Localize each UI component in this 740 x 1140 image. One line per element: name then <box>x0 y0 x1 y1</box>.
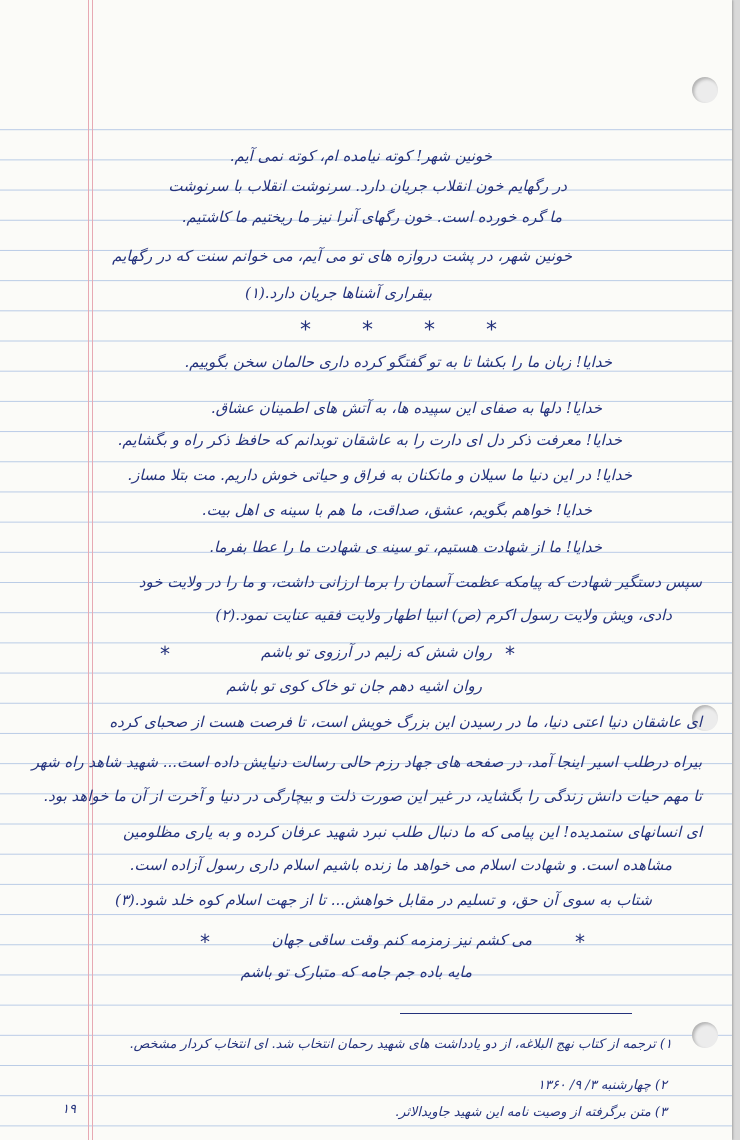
poem1-line-5: بیقراری آشناها جریان دارد.(۱) <box>245 284 432 302</box>
left-margin-rule <box>88 0 89 1140</box>
prayer-line-7: سپس دستگیر شهادت که پیامکه عظمت آسمان را برما ارزانی داشت، و ما را در ولایت خود <box>138 573 702 591</box>
couplet2-line-1: می کشم نیز زمزمه کنم وقت ساقی جهان <box>271 931 532 949</box>
prayer-line-3: خدایا! معرفت ذکر دل ای دارت را به عاشقان توبدانم که حافظ ذکر راه و بگشایم. <box>117 431 622 449</box>
prayer-line-8: دادی، ویش ولایت رسول اکرم (ص) انبیا اطهار ولایت فقیه عنایت نمود.(۲) <box>215 606 672 624</box>
couplet2-star-left: * <box>575 930 585 954</box>
prayer-line-5: خدایا! خواهم بگویم، عشق، صداقت، ما هم با سینه ی اهل بیت. <box>201 501 592 519</box>
poem1-line-2: در رگهایم خون انقلاب جریان دارد. سرنوشت انقلاب با سرنوشت <box>168 177 567 195</box>
poem1-line-3: ما گره خورده است. خون رگهای آنرا نیز ما ریختیم ما کاشتیم. <box>181 208 562 226</box>
page-header-blank <box>0 0 732 118</box>
couplet1-star-left: * <box>505 642 515 666</box>
binder-hole-bottom <box>692 1022 718 1048</box>
star-separator: * * * * <box>300 318 519 343</box>
left-margin-rule-2 <box>92 0 93 1140</box>
binder-hole-top <box>692 77 718 103</box>
couplet1-star-right: * <box>160 642 170 666</box>
paragraph-line-6: شتاب به سوی آن حق، و تسلیم در مقابل خواهش... تا از جهت اسلام کوه خلد شود.(۳) <box>114 891 652 909</box>
paragraph-line-2: بیراه درطلب اسیر اینجا آمد، در صفحه های جهاد رزم حالی رسالت دنیایش داده است... شهید شاهد راه شهر <box>31 753 702 771</box>
couplet2-line-2: مایه باده جم جامه که متبارک تو باشم <box>240 963 472 981</box>
paragraph-line-4: ای انسانهای ستمدیده! این پیامی که ما دنبال طلب نبرد شهید عرفان کرده و به یاری مظلومین <box>122 823 702 841</box>
couplet1-line-1: روان شش که زلیم در آرزوی تو باشم <box>260 643 492 661</box>
paragraph-line-1: ای عاشقان دنیا اعتی دنیا، ما در رسیدن این بزرگ خویش است، تا فرصت هست از صحبای کرده <box>109 713 702 731</box>
couplet2-star-right: * <box>200 930 210 954</box>
paragraph-line-3: تا مهم حیات دانش زندگی را بگشاید، در غیر این صورت ذلت و بیچارگی در دنیا و آخرت از آن ما خواهد بود. <box>43 787 702 805</box>
page-number: ۱۹ <box>62 1102 76 1117</box>
paragraph-line-5: مشاهده است. و شهادت اسلام می خواهد ما زنده باشیم اسلام داری رسول آزاده است. <box>129 856 672 874</box>
poem1-line-1: خونین شهر! کوته نیامده ام، کوته نمی آیم. <box>229 147 492 165</box>
footnote-2: ۲) چهارشنبه ۳/ ۹/ ۱۳۶۰ <box>537 1078 667 1093</box>
footnote-3: ۳) متن برگرفته از وصیت نامه این شهید جاویدالاثر. <box>395 1105 667 1120</box>
prayer-line-1: خدایا! زبان ما را بکشا تا به تو گفتگو کرده داری حالمان سخن بگوییم. <box>184 353 612 371</box>
prayer-line-6: خدایا! ما از شهادت هستیم، تو سینه ی شهادت ما را عطا بفرما. <box>209 538 602 556</box>
prayer-line-2: خدایا! دلها به صفای این سپیده ها، به آتش های اطمینان عشاق. <box>210 399 602 417</box>
footnote-divider <box>400 1013 632 1014</box>
couplet1-line-2: روان اشیه دهم جان تو خاک کوی تو باشم <box>226 677 482 695</box>
footnote-1: ۱) ترجمه از کتاب نهج البلاغه، از دو یادداشت های شهید رحمان انتخاب شد. ای انتخاب کردار مشخص. <box>129 1037 672 1052</box>
prayer-line-4: خدایا! در این دنیا ما سیلان و مانکنان به فراق و حیاتی خوش داریم. مت بتلا مساز. <box>127 466 632 484</box>
poem1-line-4: خونین شهر، در پشت دروازه های تو می آیم، می خوانم سنت که در رگهایم <box>112 247 572 265</box>
